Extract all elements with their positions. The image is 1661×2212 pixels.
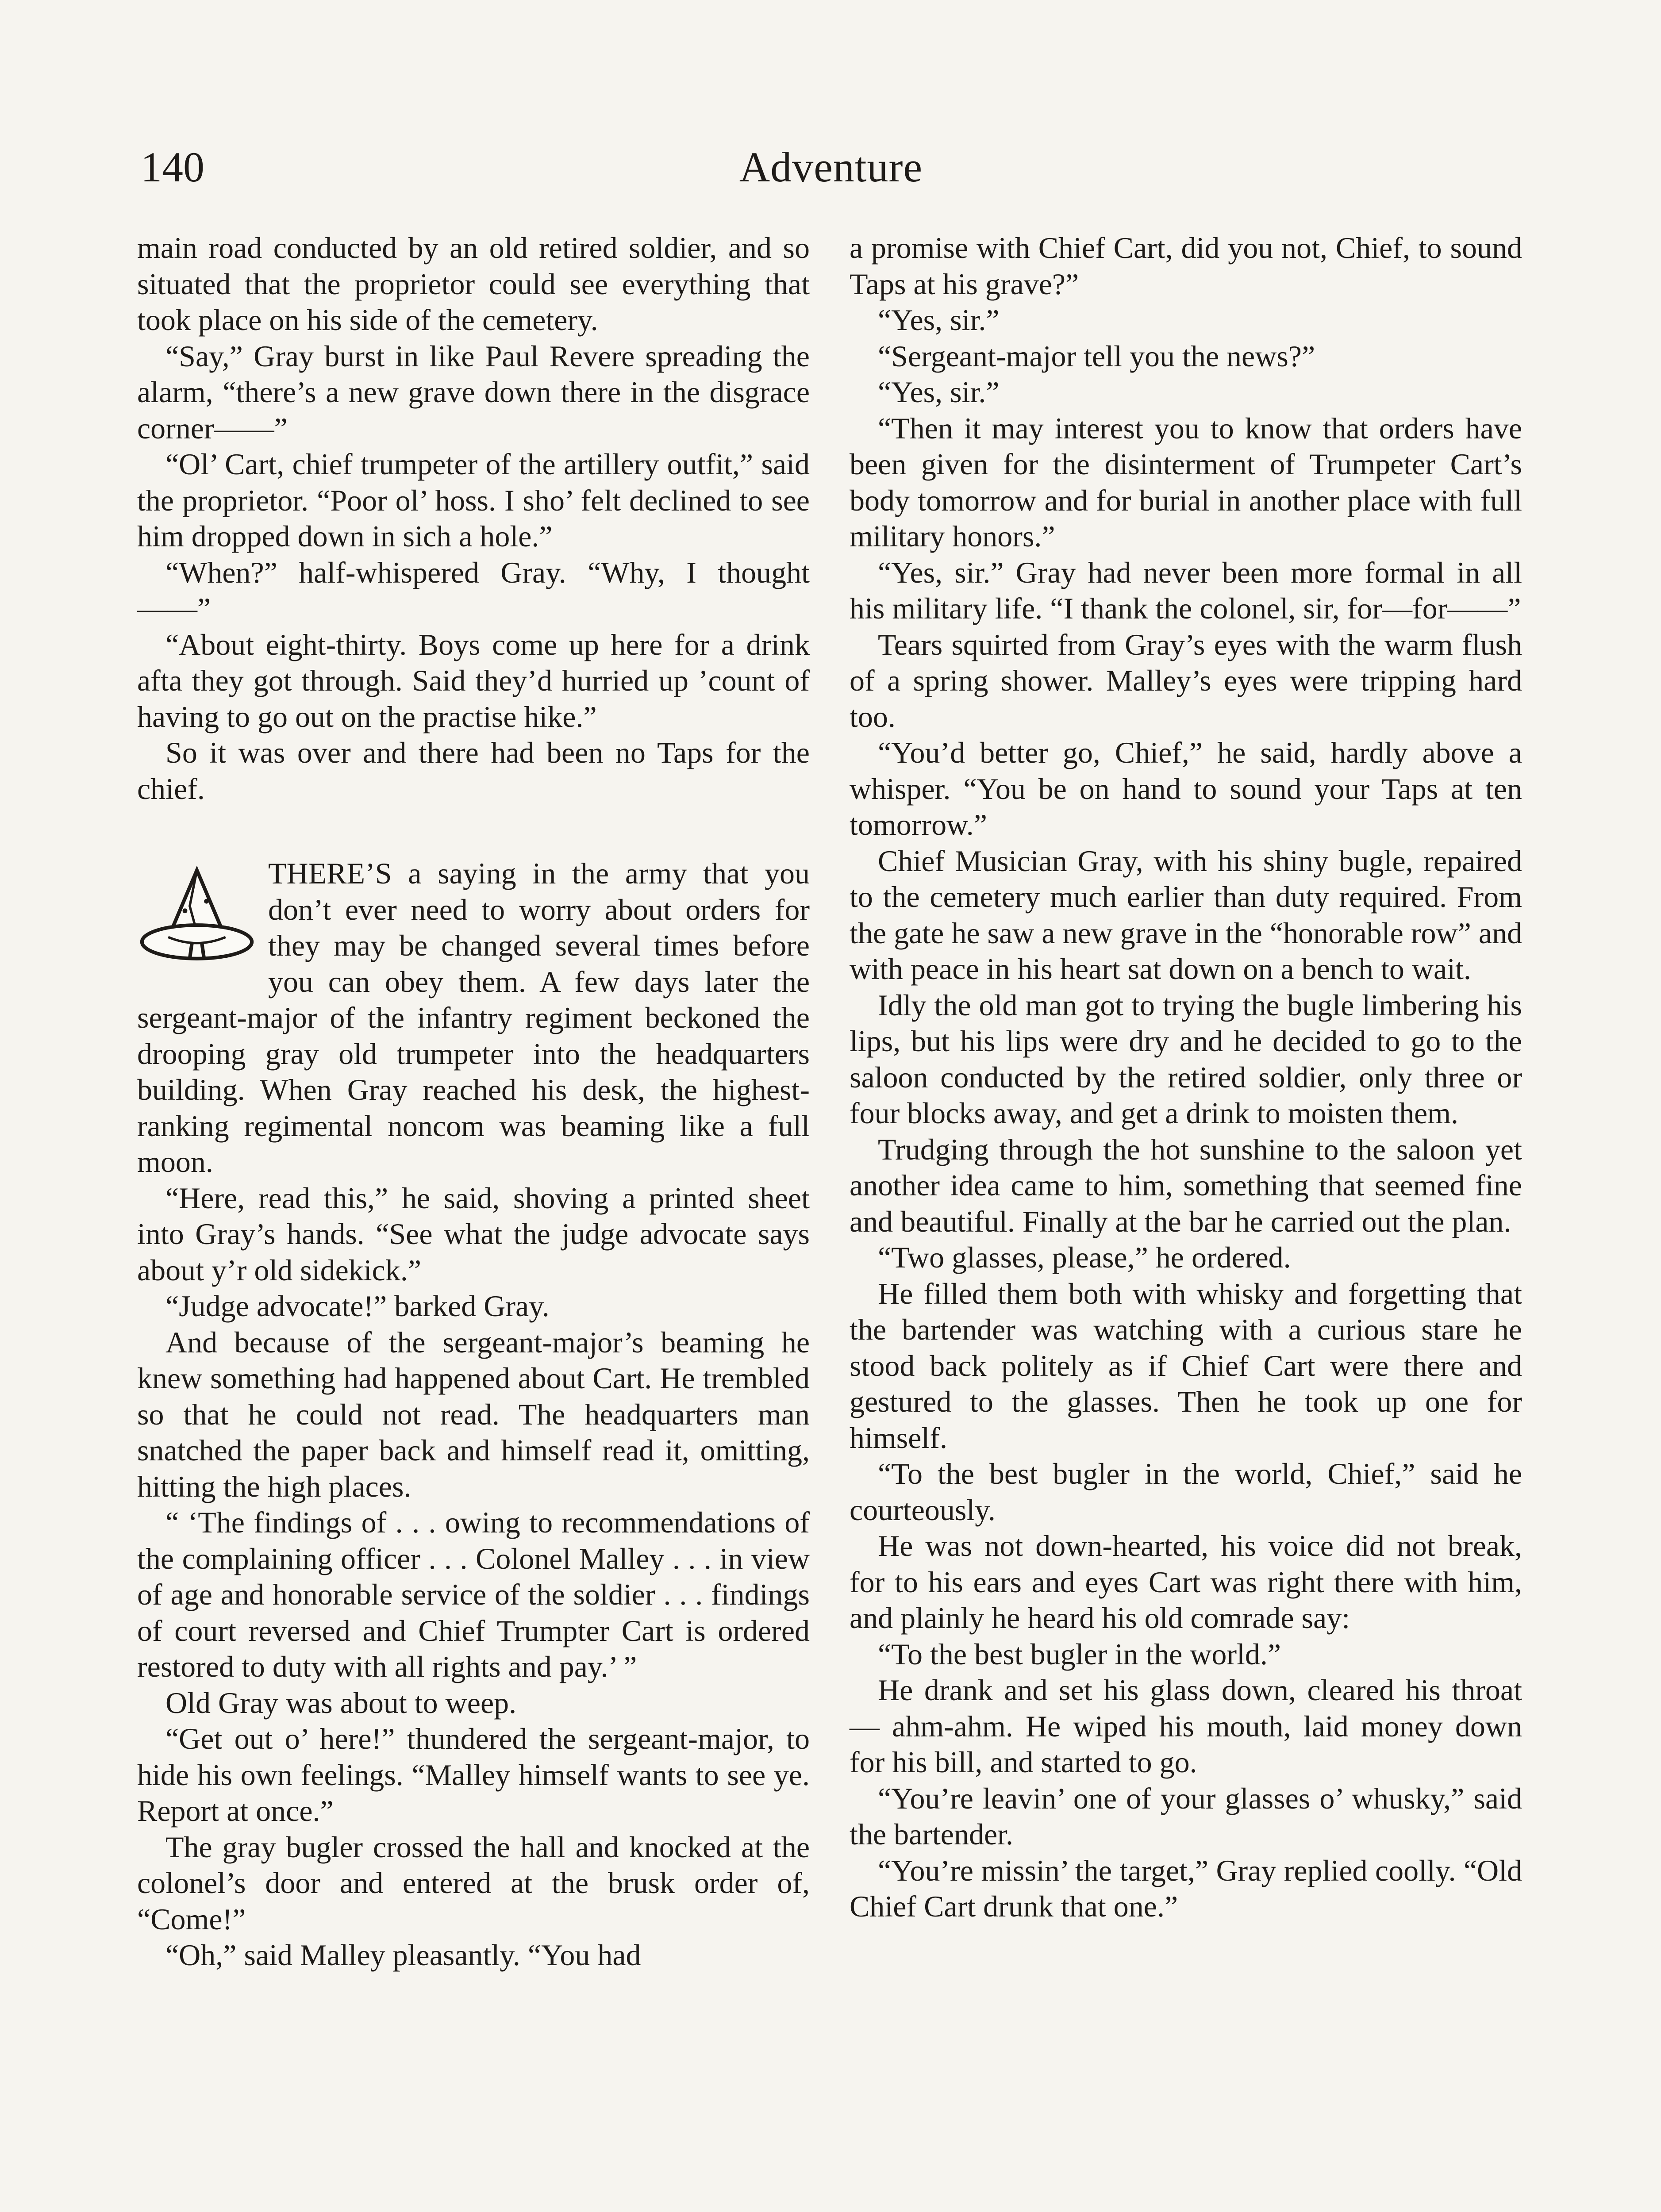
paragraph: “Ol’ Cart, chief trumpeter of the artillery outfit,” said the proprietor. “Poor ol’ hoss. I sho’ felt declined to see him dropped down in sich a hole.”	[137, 447, 810, 553]
paragraph: “Yes, sir.” Gray had never been more formal in all his military life. “I thank the colonel, sir, for—for——”	[850, 555, 1522, 625]
paragraph: THERE’S a saying in the army that you don’t ever need to worry about orders for they may be changed several times before you can obey them. A few days later the sergeant-major of the infantry regiment beckoned the drooping gray old trumpeter into the headquarters building. When Gray reached his desk, the highest-ranking regimental noncom was beaming like a full moon.	[137, 856, 810, 1179]
paragraph: “You’re missin’ the target,” Gray replied coolly. “Old Chief Cart drunk that one.”	[850, 1853, 1522, 1923]
paragraph: “Oh,” said Malley pleasantly. “You had	[165, 1938, 641, 1972]
paragraph: “Sergeant-major tell you the news?”	[878, 339, 1315, 373]
paragraph: “Then it may interest you to know that orders have been given for the disinterment of Trumpeter Cart’s body tomorrow and for burial in another place with full military honors.”	[850, 411, 1522, 553]
paragraph: He was not down-hearted, his voice did not break, for to his ears and eyes Cart was right there with him, and plainly he heard his old comrade say:	[850, 1529, 1522, 1635]
paragraph: “About eight-thirty. Boys come up here for a drink afta they got through. Said they’d hurried up ’count of having to go out on the practise hike.”	[137, 627, 810, 733]
paragraph: He drank and set his glass down, cleared his throat — ahm-ahm. He wiped his mouth, laid money down for his bill, and started to go.	[850, 1673, 1522, 1779]
paragraph: main road conducted by an old retired soldier, and so situated that the proprietor could see everything that took place on his side of the cemetery.	[137, 231, 810, 337]
paragraph: “When?” half-whispered Gray. “Why, I thought——”	[137, 555, 810, 625]
paragraph: a promise with Chief Cart, did you not, Chief, to sound Taps at his grave?”	[850, 231, 1522, 301]
paragraph: He filled them both with whisky and forgetting that the bartender was watching with a curious stare he stood back politely as if Chief Cart were there and gestured to the glasses. Then he took up one for himself.	[850, 1276, 1522, 1455]
paragraph: Old Gray was about to weep.	[165, 1686, 517, 1720]
paragraph: “Yes, sir.”	[878, 303, 1000, 337]
paragraph: Trudging through the hot sunshine to the saloon yet another idea came to him, something that seemed fine and beautiful. Finally at the bar he carried out the plan.	[850, 1132, 1522, 1238]
paragraph: “Judge advocate!” barked Gray.	[165, 1289, 550, 1323]
page-header	[141, 141, 1521, 198]
paragraph: “Get out o’ here!” thundered the sergeant-major, to hide his own feelings. “Malley himself wants to see ye. Report at once.”	[137, 1722, 810, 1828]
paragraph: “Yes, sir.”	[878, 375, 1000, 409]
paragraph: “ ‘The findings of . . . owing to recommendations of the complaining officer . . . Colonel Malley . . . in view of age and honorable service of the soldier . . . findings of court reversed and Chief Trumpter Cart is ordered restored to duty with all rights and pay.’ ”	[137, 1505, 810, 1683]
paragraph: And because of the sergeant-major’s beaming he knew something had happened about Cart. He trembled so that he could not read. The headquarters man snatched the paper back and himself read it, omitting, hitting the high places.	[137, 1325, 810, 1503]
paragraph: “To the best bugler in the world, Chief,” said he courteously.	[850, 1457, 1522, 1527]
paragraph: Tears squirted from Gray’s eyes with the warm flush of a spring shower. Malley’s eyes were tripping hard too.	[850, 627, 1522, 733]
right-column	[850, 230, 1522, 1925]
paragraph: “You’d better go, Chief,” he said, hardly above a whisper. “You be on hand to sound your Taps at ten tomorrow.”	[850, 736, 1522, 841]
running-title: Adventure	[739, 143, 923, 191]
page-number: 140	[141, 143, 204, 191]
paragraph: “Two glasses, please,” he ordered.	[878, 1240, 1291, 1274]
paragraph: “Say,” Gray burst in like Paul Revere spreading the alarm, “there’s a new grave down there in the disgrace corner——”	[137, 339, 810, 445]
section-break	[137, 807, 810, 856]
left-column	[137, 230, 810, 1974]
paragraph: “You’re leavin’ one of your glasses o’ whusky,” said the bartender.	[850, 1781, 1522, 1851]
paragraph: Idly the old man got to trying the bugle limbering his lips, but his lips were dry and he decided to go to the saloon conducted by the retired soldier, only three or four blocks away, and get a drink to moisten them.	[850, 988, 1522, 1130]
paragraph: The gray bugler crossed the hall and knocked at the colonel’s door and entered at the brusk order of, “Come!”	[137, 1830, 810, 1936]
campaign-hat-icon	[137, 858, 257, 978]
paragraph: “To the best bugler in the world.”	[878, 1637, 1281, 1671]
paragraph: So it was over and there had been no Taps for the chief.	[137, 736, 810, 806]
paragraph: “Here, read this,” he said, shoving a printed sheet into Gray’s hands. “See what the judge advocate says about y’r old sidekick.”	[137, 1181, 810, 1287]
paragraph: Chief Musician Gray, with his shiny bugle, repaired to the cemetery much earlier than duty required. From the gate he saw a new grave in the “honorable row” and with peace in his heart sat down on a bench to wait.	[850, 844, 1522, 986]
